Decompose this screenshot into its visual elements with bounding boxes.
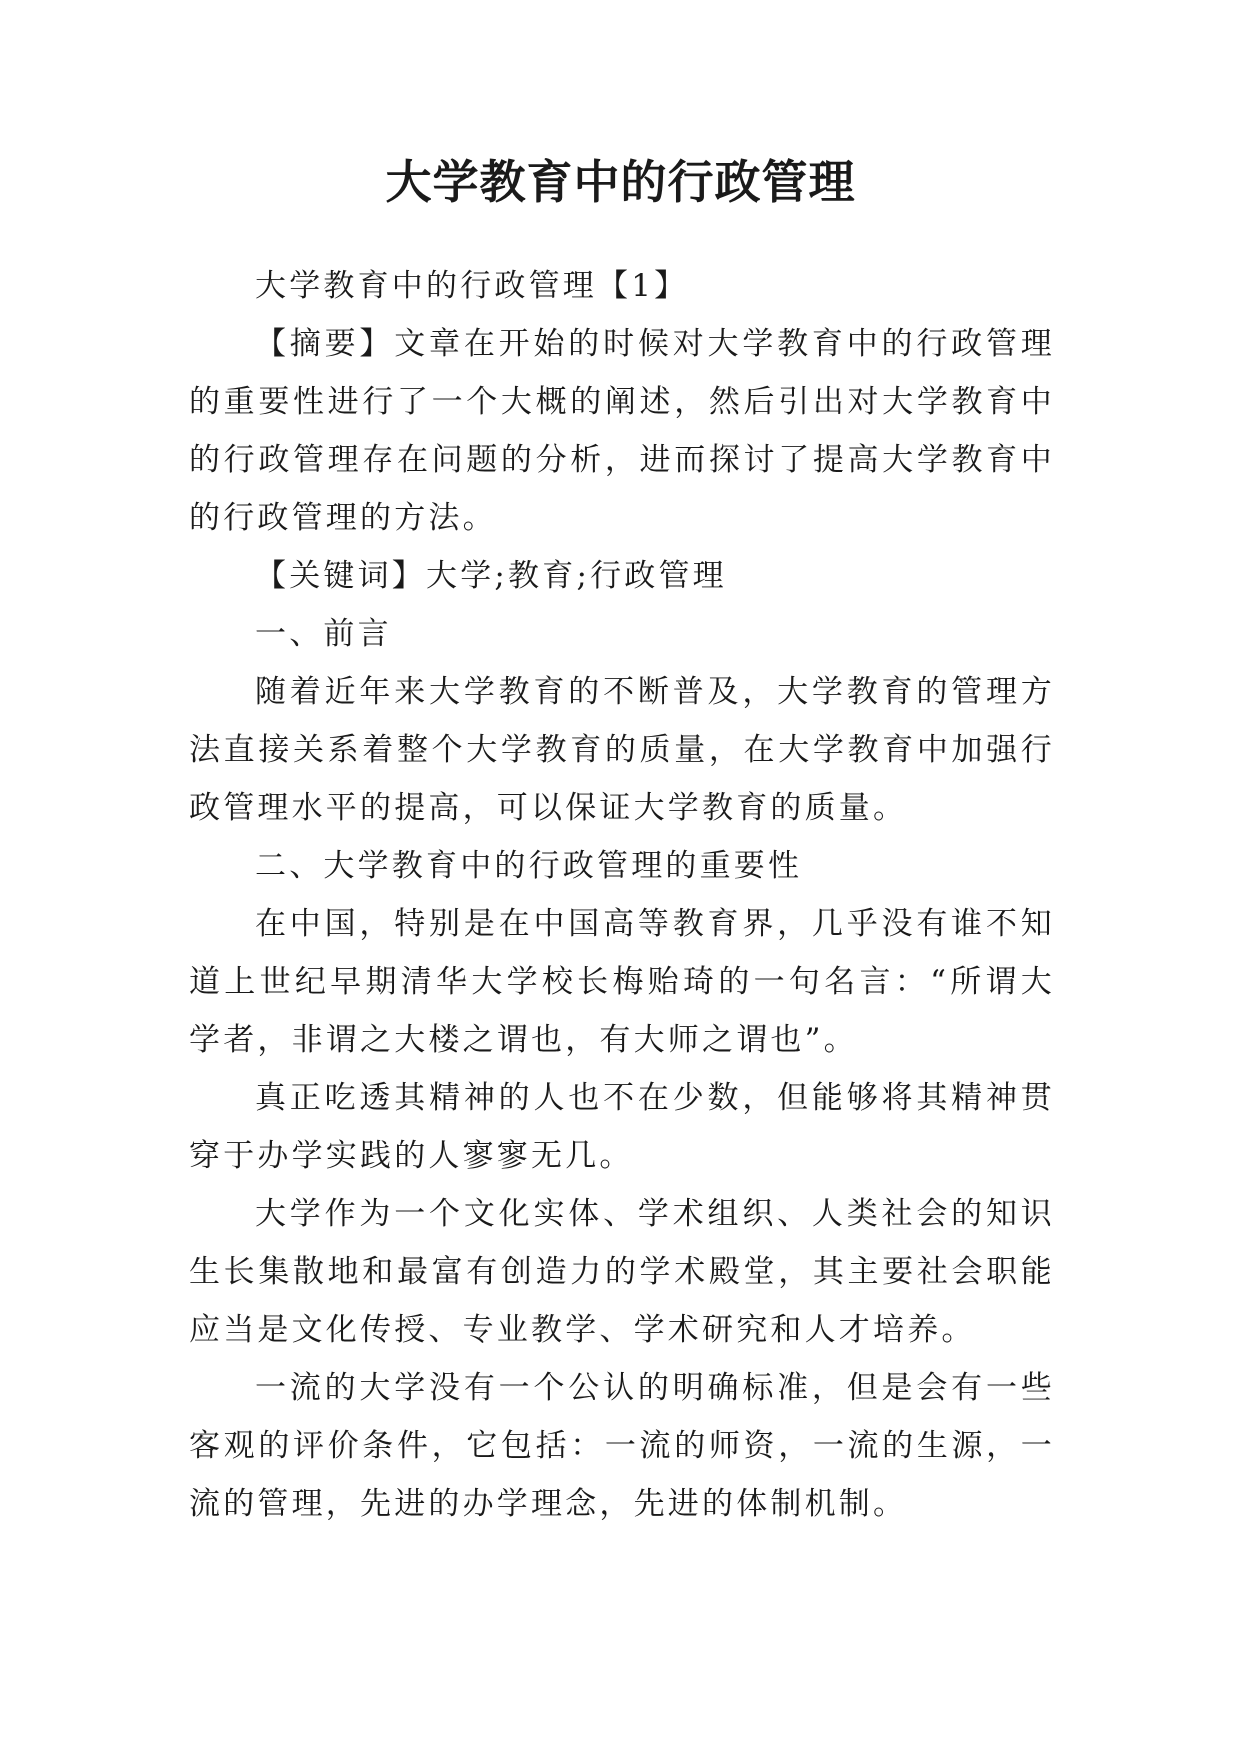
body-paragraph: 一流的大学没有一个公认的明确标准，但是会有一些客观的评价条件，它包括：一流的师资，一流的生源，一流的管理，先进的办学理念，先进的体制机制。 <box>189 1370 1055 1522</box>
document-title: 大学教育中的行政管理 <box>385 155 856 209</box>
body-paragraph: 真正吃透其精神的人也不在少数，但能够将其精神贯穿于办学实践的人寥寥无几。 <box>189 1080 1055 1174</box>
abstract-paragraph: 【摘要】文章在开始的时候对大学教育中的行政管理的重要性进行了一个大概的阐述，然后引出对大学教育中的行政管理存在问题的分析，进而探讨了提高大学教育中的行政管理的方法。 <box>189 326 1055 536</box>
section-heading: 二、大学教育中的行政管理的重要性 <box>255 848 803 884</box>
document-body <box>189 257 1055 1533</box>
body-paragraph: 大学作为一个文化实体、学术组织、人类社会的知识生长集散地和最富有创造力的学术殿堂，其主要社会职能应当是文化传授、专业教学、学术研究和人才培养。 <box>189 1196 1055 1348</box>
section-heading: 一、前言 <box>255 616 392 652</box>
body-paragraph: 随着近年来大学教育的不断普及，大学教育的管理方法直接关系着整个大学教育的质量，在大学教育中加强行政管理水平的提高，可以保证大学教育的质量。 <box>189 674 1055 826</box>
body-paragraph: 在中国，特别是在中国高等教育界，几乎没有谁不知道上世纪早期清华大学校长梅贻琦的一句名言：“所谓大学者，非谓之大楼之谓也，有大师之谓也”。 <box>189 906 1055 1058</box>
keywords-paragraph: 【关键词】大学;教育;行政管理 <box>255 558 727 594</box>
section-heading: 大学教育中的行政管理【1】 <box>255 268 689 304</box>
